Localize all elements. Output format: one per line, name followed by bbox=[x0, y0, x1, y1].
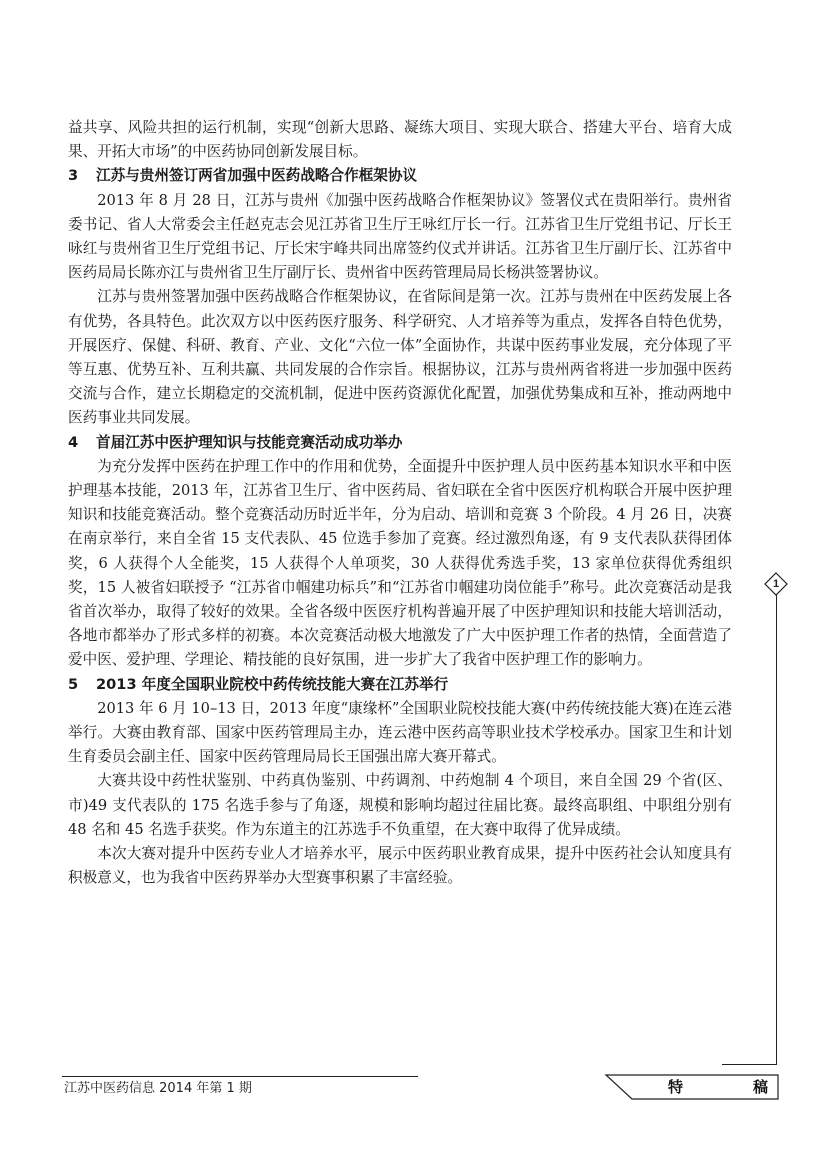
section-number: 3 bbox=[68, 167, 79, 185]
page-number: 1 bbox=[772, 578, 780, 590]
section-label-char: 稿 bbox=[752, 1078, 768, 1096]
journal-name: 江苏中医药信息 2014 年第 1 期 bbox=[64, 1081, 252, 1096]
paragraph: 江苏与贵州签署加强中医药战略合作框架协议，在省际间是第一次。江苏与贵州在中医药发展上各有优势，各具特色。此次双方以中医药医疗服务、科学研究、人才培养等为重点，发挥各自特色优势，开展医疗、保健、科研、教育、产业、文化“六位一体”全面协作，共谋中医药事业发展，充分体现了平等互惠、优势互补、互利共赢、共同发展的合作宗旨。根据协议，江苏与贵州两省将进一步加强中医药交流与合作，建立长期稳定的交流机制，促进中医药资源优化配置，加强优势集成和互补，推动两地中医药事业共同发展。 bbox=[68, 288, 732, 427]
section-title: 江苏与贵州签订两省加强中医药战略合作框架协议 bbox=[96, 167, 418, 185]
page-number-badge bbox=[764, 572, 788, 596]
section-heading-5 bbox=[68, 673, 732, 697]
paragraph: 本次大赛对提升中医药专业人才培养水平，展示中医药职业教育成果，提升中医药社会认知度具有积极意义，也为我省中医药界举办大型赛事积累了丰富经验。 bbox=[68, 845, 732, 887]
paragraph: 为充分发挥中医药在护理工作中的作用和优势，全面提升中医护理人员中医药基本知识水平和中医护理基本技能，2013 年，江苏省卫生厅、省中医药局、省妇联在全省中医医疗机构联合开展中医护理知识和技能竞赛活动。整个竞赛活动历时近半年，分为启动、培训和竞赛 3 个阶段。4 月 26 日，决赛在南京举行，来自全省 15 支代表队、45 位选手参加了竞赛。经过激烈角逐，有 9 支代表队获得团体奖，6 人获得个人全能奖，15 人获得个人单项奖，30 人获得优秀选手奖，13 家单位获得优秀组织奖，15 人被省妇联授予 “江苏省巾帼建功标兵”和“江苏省巾帼建功岗位能手”称号。此次竞赛活动是我省首次举办，取得了较好的效果。全省各级中医医疗机构普遍开展了中医护理知识和技能大培训活动，各地市都举办了形式多样的初赛。本次竞赛活动极大地激发了广大中医护理工作者的热情，全面营造了爱中医、爱护理、学理论、精技能的良好氛围，进一步扩大了我省中医护理工作的影响力。 bbox=[68, 457, 732, 669]
paragraph: 大赛共设中药性状鉴别、中药真伪鉴别、中药调剂、中药炮制 4 个项目，来自全国 29 个省(区、市)49 支代表队的 175 名选手参与了角逐，规模和影响均超过往届比赛。最终高职组、中职组分别有 48 名和 45 名选手获奖。作为东道主的江苏选手不负重望，在大赛中取得了优异成绩。 bbox=[68, 772, 732, 838]
footer-rule bbox=[62, 1076, 418, 1077]
margin-rule-horizontal bbox=[722, 1064, 777, 1065]
paragraph: 2013 年 6 月 10–13 日，2013 年度“康缘杯”全国职业院校技能大赛(中药传统技能大赛)在连云港举行。大赛由教育部、国家中医药管理局主办，连云港中医药高等职业技术学校承办。国家卫生和计划生育委员会副主任、国家中医药管理局局长王国强出席大赛开幕式。 bbox=[68, 699, 732, 766]
section-number: 4 bbox=[68, 433, 79, 451]
section-tab bbox=[604, 1074, 780, 1100]
article-body bbox=[68, 116, 732, 891]
section-number: 5 bbox=[68, 675, 79, 693]
margin-rule-vertical bbox=[776, 594, 777, 1064]
paragraph-intro: 益共享、风险共担的运行机制，实现“创新大思路、凝练大项目、实现大联合、搭建大平台、培育大成果、开拓大市场”的中医药协同创新发展目标。 bbox=[68, 119, 732, 161]
section-label bbox=[668, 1076, 768, 1098]
paragraph: 2013 年 8 月 28 日，江苏与贵州《加强中医药战略合作框架协议》签署仪式在贵阳举行。贵州省委书记、省人大常委会主任赵克志会见江苏省卫生厅王咏红厅长一行。江苏省卫生厅党组书记、厅长王咏红与贵州省卫生厅党组书记、厅长宋宇峰共同出席签约仪式并讲话。江苏省卫生厅副厅长、江苏省中医药局局长陈亦江与贵州省卫生厅副厅长、贵州省中医药管理局局长杨洪签署协议。 bbox=[68, 191, 732, 282]
section-title: 首届江苏中医护理知识与技能竞赛活动成功举办 bbox=[96, 433, 403, 451]
section-label-char: 特 bbox=[668, 1078, 684, 1096]
section-heading-4 bbox=[68, 431, 732, 455]
section-heading-3 bbox=[68, 164, 732, 188]
section-title: 2013 年度全国职业院校中药传统技能大赛在江苏举行 bbox=[96, 675, 449, 693]
